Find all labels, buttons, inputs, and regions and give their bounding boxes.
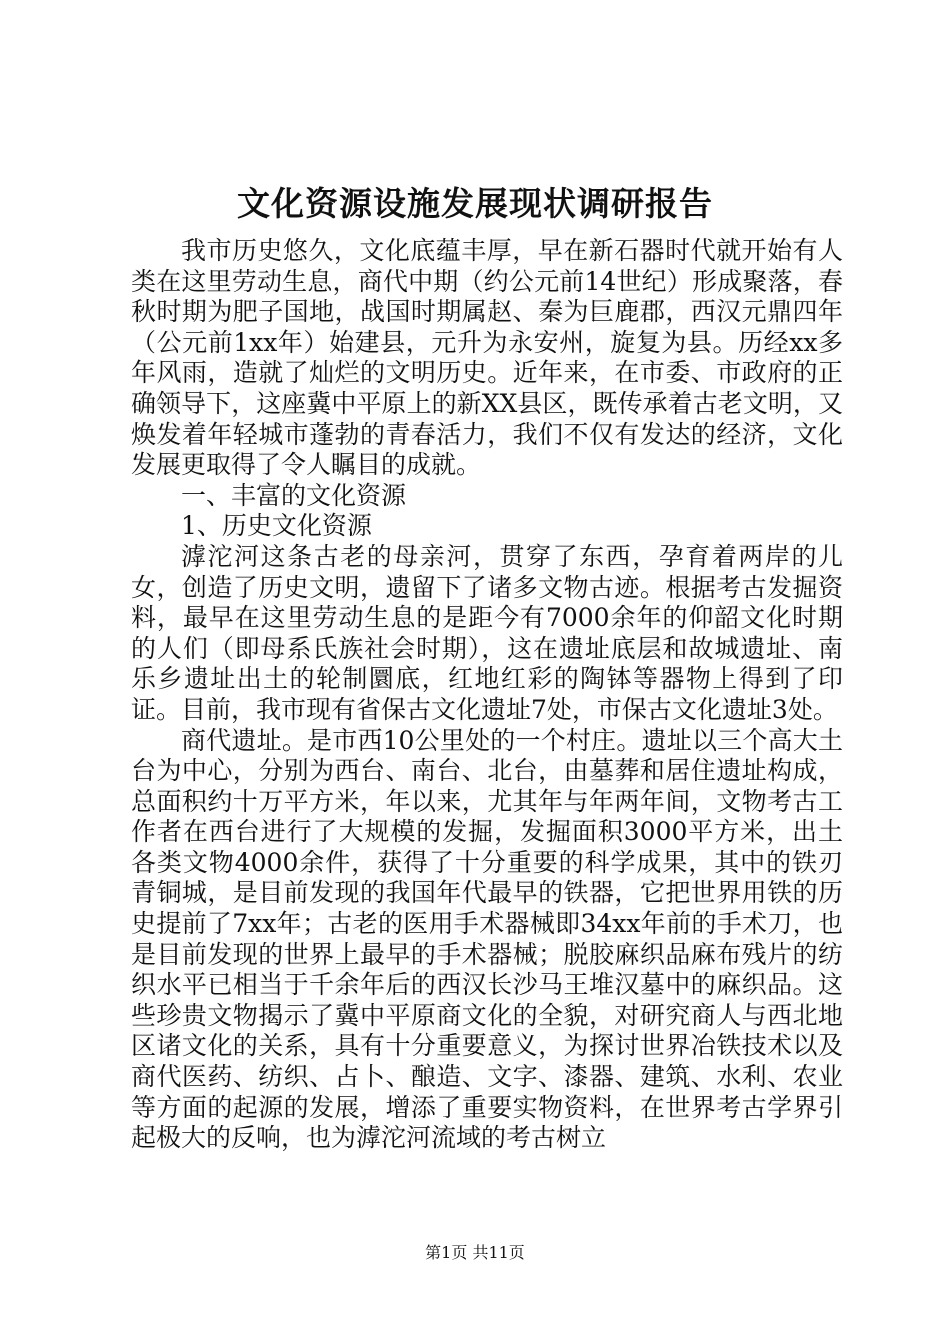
document-body [131, 236, 843, 1154]
paragraph-intro: 我市历史悠久，文化底蕴丰厚，早在新石器时代就开始有人类在这里劳动生息，商代中期（约公元前14世纪）形成聚落，春秋时期为肥子国地，战国时期属赵、秦为巨鹿郡，西汉元鼎四年（公元前1xx年）始建县，元升为永安州，旋复为县。历经xx多年风雨，造就了灿烂的文明历史。近年来，在市委、市政府的正确领导下，这座冀中平原上的新XX县区，既传承着古老文明，又焕发着年轻城市蓬勃的青春活力，我们不仅有发达的经济，文化发展更取得了令人瞩目的成就。 [131, 236, 843, 480]
document-title: 文化资源设施发展现状调研报告 [237, 184, 713, 223]
subsection-heading-history: 1、历史文化资源 [181, 511, 372, 541]
paragraph-hutuo-river: 滹沱河这条古老的母亲河，贯穿了东西，孕育着两岸的儿女，创造了历史文明，遗留下了诸多文物古迹。根据考古发掘资料，最早在这里劳动生息的是距今有7000余年的仰韶文化时期的人们（即母系氏族社会时期），这在遗址底层和故城遗址、南乐乡遗址出土的轮制圜底，红地红彩的陶钵等器物上得到了印证。目前，我市现有省保古文化遗址7处，市保古文化遗址3处。 [131, 541, 843, 724]
paragraph-shang-site: 商代遗址。是市西10公里处的一个村庄。遗址以三个高大土台为中心，分别为西台、南台、北台，由墓葬和居住遗址构成，总面积约十万平方米，年以来，尤其年与年两年间，文物考古工作者在西台进行了大规模的发掘，发掘面积3000平方米，出土各类文物4000余件，获得了十分重要的科学成果，其中的铁刃青铜城，是目前发现的我国年代最早的铁器，它把世界用铁的历史提前了7xx年；古老的医用手术器械即34xx年前的手术刀，也是目前发现的世界上最早的手术器械；脱胶麻织品麻布残片的纺织水平已相当于千余年后的西汉长沙马王堆汉墓中的麻织品。这些珍贵文物揭示了冀中平原商文化的全貌，对研究商人与西北地区诸文化的关系，具有十分重要意义，为探讨世界冶铁技术以及商代医药、纺织、占卜、酿造、文字、漆器、建筑、水利、农业等方面的起源的发展，增添了重要实物资料，在世界考古学界引起极大的反响，也为滹沱河流域的考古树立 [131, 725, 843, 1153]
section-heading-resources: 一、丰富的文化资源 [181, 480, 407, 510]
page-footer: 第1页 共11页 [425, 1243, 525, 1262]
